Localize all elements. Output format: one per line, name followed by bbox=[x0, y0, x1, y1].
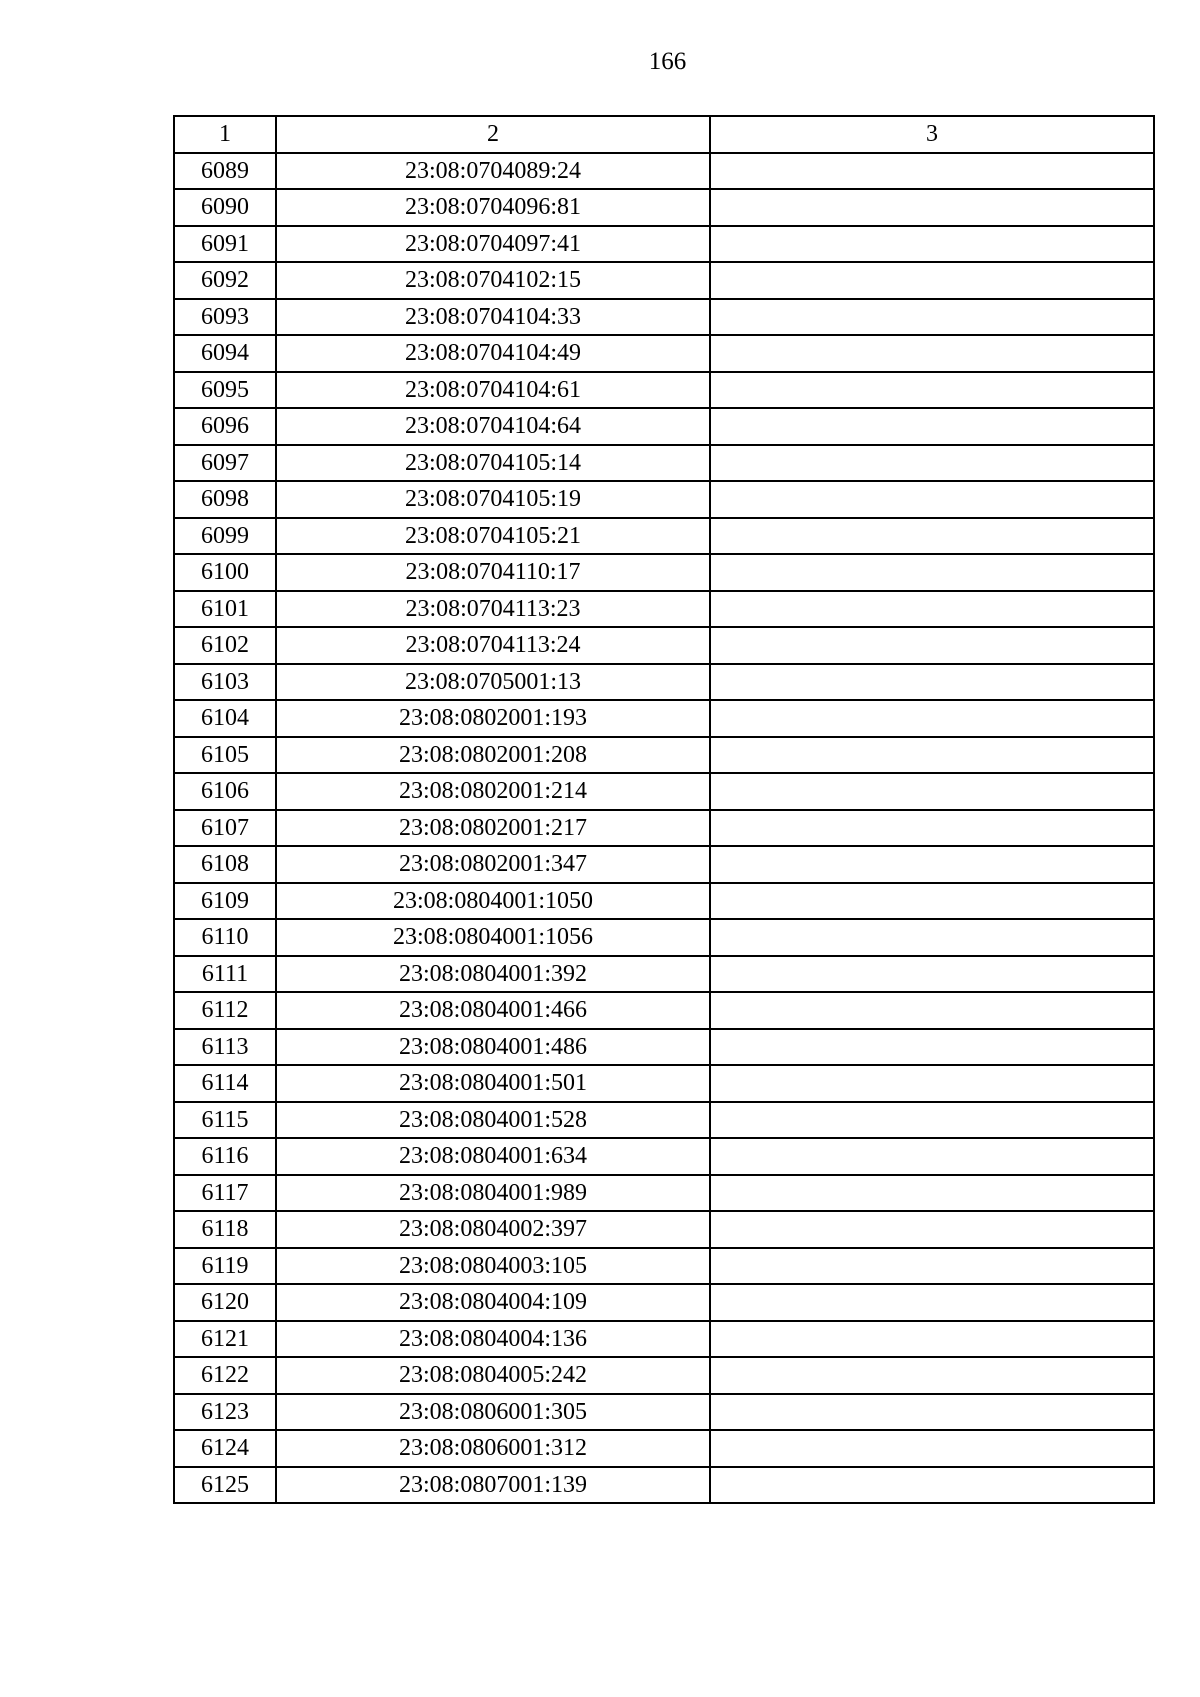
note-cell bbox=[710, 846, 1154, 883]
table-row bbox=[174, 1467, 1154, 1504]
cadastral-number-cell: 23:08:0804005:242 bbox=[276, 1357, 710, 1394]
table-row bbox=[174, 481, 1154, 518]
table-row bbox=[174, 1102, 1154, 1139]
table-row bbox=[174, 883, 1154, 920]
row-number-cell: 6097 bbox=[174, 445, 276, 482]
table-body bbox=[174, 153, 1154, 1504]
table-row bbox=[174, 1284, 1154, 1321]
cadastral-number-cell: 23:08:0704105:21 bbox=[276, 518, 710, 555]
note-cell bbox=[710, 919, 1154, 956]
cadastral-number-cell: 23:08:0802001:208 bbox=[276, 737, 710, 774]
note-cell bbox=[710, 883, 1154, 920]
row-number-cell: 6108 bbox=[174, 846, 276, 883]
table-row bbox=[174, 1029, 1154, 1066]
note-cell bbox=[710, 1138, 1154, 1175]
note-cell bbox=[710, 445, 1154, 482]
row-number-cell: 6090 bbox=[174, 189, 276, 226]
table-row bbox=[174, 262, 1154, 299]
table-row bbox=[174, 846, 1154, 883]
cadastral-number-cell: 23:08:0704113:24 bbox=[276, 627, 710, 664]
note-cell bbox=[710, 773, 1154, 810]
cadastral-number-cell: 23:08:0802001:214 bbox=[276, 773, 710, 810]
table-row bbox=[174, 445, 1154, 482]
note-cell bbox=[710, 262, 1154, 299]
note-cell bbox=[710, 627, 1154, 664]
table-row bbox=[174, 919, 1154, 956]
note-cell bbox=[710, 737, 1154, 774]
header-row bbox=[174, 116, 1154, 153]
cadastral-number-cell: 23:08:0804001:1050 bbox=[276, 883, 710, 920]
note-cell bbox=[710, 153, 1154, 190]
table-row bbox=[174, 737, 1154, 774]
table-row bbox=[174, 664, 1154, 701]
cadastral-number-cell: 23:08:0804001:501 bbox=[276, 1065, 710, 1102]
cadastral-number-cell: 23:08:0807001:139 bbox=[276, 1467, 710, 1504]
table-row bbox=[174, 554, 1154, 591]
cadastral-number-cell: 23:08:0704104:33 bbox=[276, 299, 710, 336]
note-cell bbox=[710, 1284, 1154, 1321]
row-number-cell: 6115 bbox=[174, 1102, 276, 1139]
table-row bbox=[174, 591, 1154, 628]
table-row bbox=[174, 1065, 1154, 1102]
note-cell bbox=[710, 372, 1154, 409]
table-row bbox=[174, 1248, 1154, 1285]
cadastral-number-cell: 23:08:0704113:23 bbox=[276, 591, 710, 628]
note-cell bbox=[710, 664, 1154, 701]
table-row bbox=[174, 1175, 1154, 1212]
note-cell bbox=[710, 1211, 1154, 1248]
cadastral-number-cell: 23:08:0804001:528 bbox=[276, 1102, 710, 1139]
table-row bbox=[174, 189, 1154, 226]
note-cell bbox=[710, 335, 1154, 372]
cadastral-number-cell: 23:08:0704104:64 bbox=[276, 408, 710, 445]
table-row bbox=[174, 810, 1154, 847]
cadastral-number-cell: 23:08:0705001:13 bbox=[276, 664, 710, 701]
row-number-cell: 6107 bbox=[174, 810, 276, 847]
table-row bbox=[174, 408, 1154, 445]
note-cell bbox=[710, 226, 1154, 263]
row-number-cell: 6114 bbox=[174, 1065, 276, 1102]
table-row bbox=[174, 1357, 1154, 1394]
table-row bbox=[174, 153, 1154, 190]
table-row bbox=[174, 1430, 1154, 1467]
cadastral-number-cell: 23:08:0804002:397 bbox=[276, 1211, 710, 1248]
cadastral-number-cell: 23:08:0804004:109 bbox=[276, 1284, 710, 1321]
cadastral-number-cell: 23:08:0804001:1056 bbox=[276, 919, 710, 956]
cadastral-number-cell: 23:08:0804001:634 bbox=[276, 1138, 710, 1175]
cadastral-number-cell: 23:08:0704105:19 bbox=[276, 481, 710, 518]
note-cell bbox=[710, 1065, 1154, 1102]
cadastral-number-cell: 23:08:0704110:17 bbox=[276, 554, 710, 591]
cadastral-number-cell: 23:08:0704089:24 bbox=[276, 153, 710, 190]
note-cell bbox=[710, 1467, 1154, 1504]
table-row bbox=[174, 773, 1154, 810]
row-number-cell: 6124 bbox=[174, 1430, 276, 1467]
row-number-cell: 6120 bbox=[174, 1284, 276, 1321]
note-cell bbox=[710, 1029, 1154, 1066]
table-row bbox=[174, 700, 1154, 737]
row-number-cell: 6102 bbox=[174, 627, 276, 664]
note-cell bbox=[710, 481, 1154, 518]
row-number-cell: 6101 bbox=[174, 591, 276, 628]
row-number-cell: 6118 bbox=[174, 1211, 276, 1248]
row-number-cell: 6105 bbox=[174, 737, 276, 774]
cadastral-number-cell: 23:08:0804003:105 bbox=[276, 1248, 710, 1285]
table-row bbox=[174, 518, 1154, 555]
row-number-cell: 6121 bbox=[174, 1321, 276, 1358]
cadastral-number-cell: 23:08:0804001:466 bbox=[276, 992, 710, 1029]
note-cell bbox=[710, 1175, 1154, 1212]
table-row bbox=[174, 1211, 1154, 1248]
cadastral-number-cell: 23:08:0802001:217 bbox=[276, 810, 710, 847]
column-header-1: 1 bbox=[174, 116, 276, 153]
row-number-cell: 6096 bbox=[174, 408, 276, 445]
note-cell bbox=[710, 1321, 1154, 1358]
cadastral-number-cell: 23:08:0804001:486 bbox=[276, 1029, 710, 1066]
row-number-cell: 6094 bbox=[174, 335, 276, 372]
row-number-cell: 6123 bbox=[174, 1394, 276, 1431]
note-cell bbox=[710, 956, 1154, 993]
cadastral-number-cell: 23:08:0704097:41 bbox=[276, 226, 710, 263]
cadastral-number-cell: 23:08:0806001:305 bbox=[276, 1394, 710, 1431]
cadastral-number-cell: 23:08:0804001:989 bbox=[276, 1175, 710, 1212]
table-row bbox=[174, 992, 1154, 1029]
note-cell bbox=[710, 554, 1154, 591]
row-number-cell: 6111 bbox=[174, 956, 276, 993]
row-number-cell: 6116 bbox=[174, 1138, 276, 1175]
note-cell bbox=[710, 1394, 1154, 1431]
table-row bbox=[174, 372, 1154, 409]
page-number: 166 bbox=[648, 48, 687, 75]
row-number-cell: 6119 bbox=[174, 1248, 276, 1285]
note-cell bbox=[710, 810, 1154, 847]
cadastral-number-cell: 23:08:0704102:15 bbox=[276, 262, 710, 299]
row-number-cell: 6091 bbox=[174, 226, 276, 263]
note-cell bbox=[710, 591, 1154, 628]
row-number-cell: 6092 bbox=[174, 262, 276, 299]
column-header-3: 3 bbox=[710, 116, 1154, 153]
row-number-cell: 6103 bbox=[174, 664, 276, 701]
row-number-cell: 6100 bbox=[174, 554, 276, 591]
row-number-cell: 6089 bbox=[174, 153, 276, 190]
note-cell bbox=[710, 518, 1154, 555]
registry-table bbox=[173, 115, 1155, 1504]
cadastral-number-cell: 23:08:0802001:193 bbox=[276, 700, 710, 737]
row-number-cell: 6117 bbox=[174, 1175, 276, 1212]
cadastral-number-cell: 23:08:0802001:347 bbox=[276, 846, 710, 883]
note-cell bbox=[710, 1248, 1154, 1285]
table-row bbox=[174, 1394, 1154, 1431]
row-number-cell: 6122 bbox=[174, 1357, 276, 1394]
table-row bbox=[174, 299, 1154, 336]
row-number-cell: 6110 bbox=[174, 919, 276, 956]
note-cell bbox=[710, 1430, 1154, 1467]
table-row bbox=[174, 226, 1154, 263]
row-number-cell: 6098 bbox=[174, 481, 276, 518]
note-cell bbox=[710, 408, 1154, 445]
cadastral-number-cell: 23:08:0804004:136 bbox=[276, 1321, 710, 1358]
note-cell bbox=[710, 1102, 1154, 1139]
row-number-cell: 6112 bbox=[174, 992, 276, 1029]
table-row bbox=[174, 1138, 1154, 1175]
row-number-cell: 6093 bbox=[174, 299, 276, 336]
cadastral-number-cell: 23:08:0806001:312 bbox=[276, 1430, 710, 1467]
cadastral-number-cell: 23:08:0704104:61 bbox=[276, 372, 710, 409]
row-number-cell: 6109 bbox=[174, 883, 276, 920]
row-number-cell: 6104 bbox=[174, 700, 276, 737]
cadastral-number-cell: 23:08:0704096:81 bbox=[276, 189, 710, 226]
cadastral-number-cell: 23:08:0804001:392 bbox=[276, 956, 710, 993]
note-cell bbox=[710, 1357, 1154, 1394]
cadastral-number-cell: 23:08:0704104:49 bbox=[276, 335, 710, 372]
note-cell bbox=[710, 700, 1154, 737]
table-row bbox=[174, 1321, 1154, 1358]
table-header bbox=[174, 116, 1154, 153]
table-row bbox=[174, 956, 1154, 993]
table-row bbox=[174, 627, 1154, 664]
note-cell bbox=[710, 299, 1154, 336]
row-number-cell: 6113 bbox=[174, 1029, 276, 1066]
row-number-cell: 6095 bbox=[174, 372, 276, 409]
column-header-2: 2 bbox=[276, 116, 710, 153]
row-number-cell: 6099 bbox=[174, 518, 276, 555]
cadastral-number-cell: 23:08:0704105:14 bbox=[276, 445, 710, 482]
row-number-cell: 6106 bbox=[174, 773, 276, 810]
row-number-cell: 6125 bbox=[174, 1467, 276, 1504]
note-cell bbox=[710, 992, 1154, 1029]
note-cell bbox=[710, 189, 1154, 226]
table-row bbox=[174, 335, 1154, 372]
